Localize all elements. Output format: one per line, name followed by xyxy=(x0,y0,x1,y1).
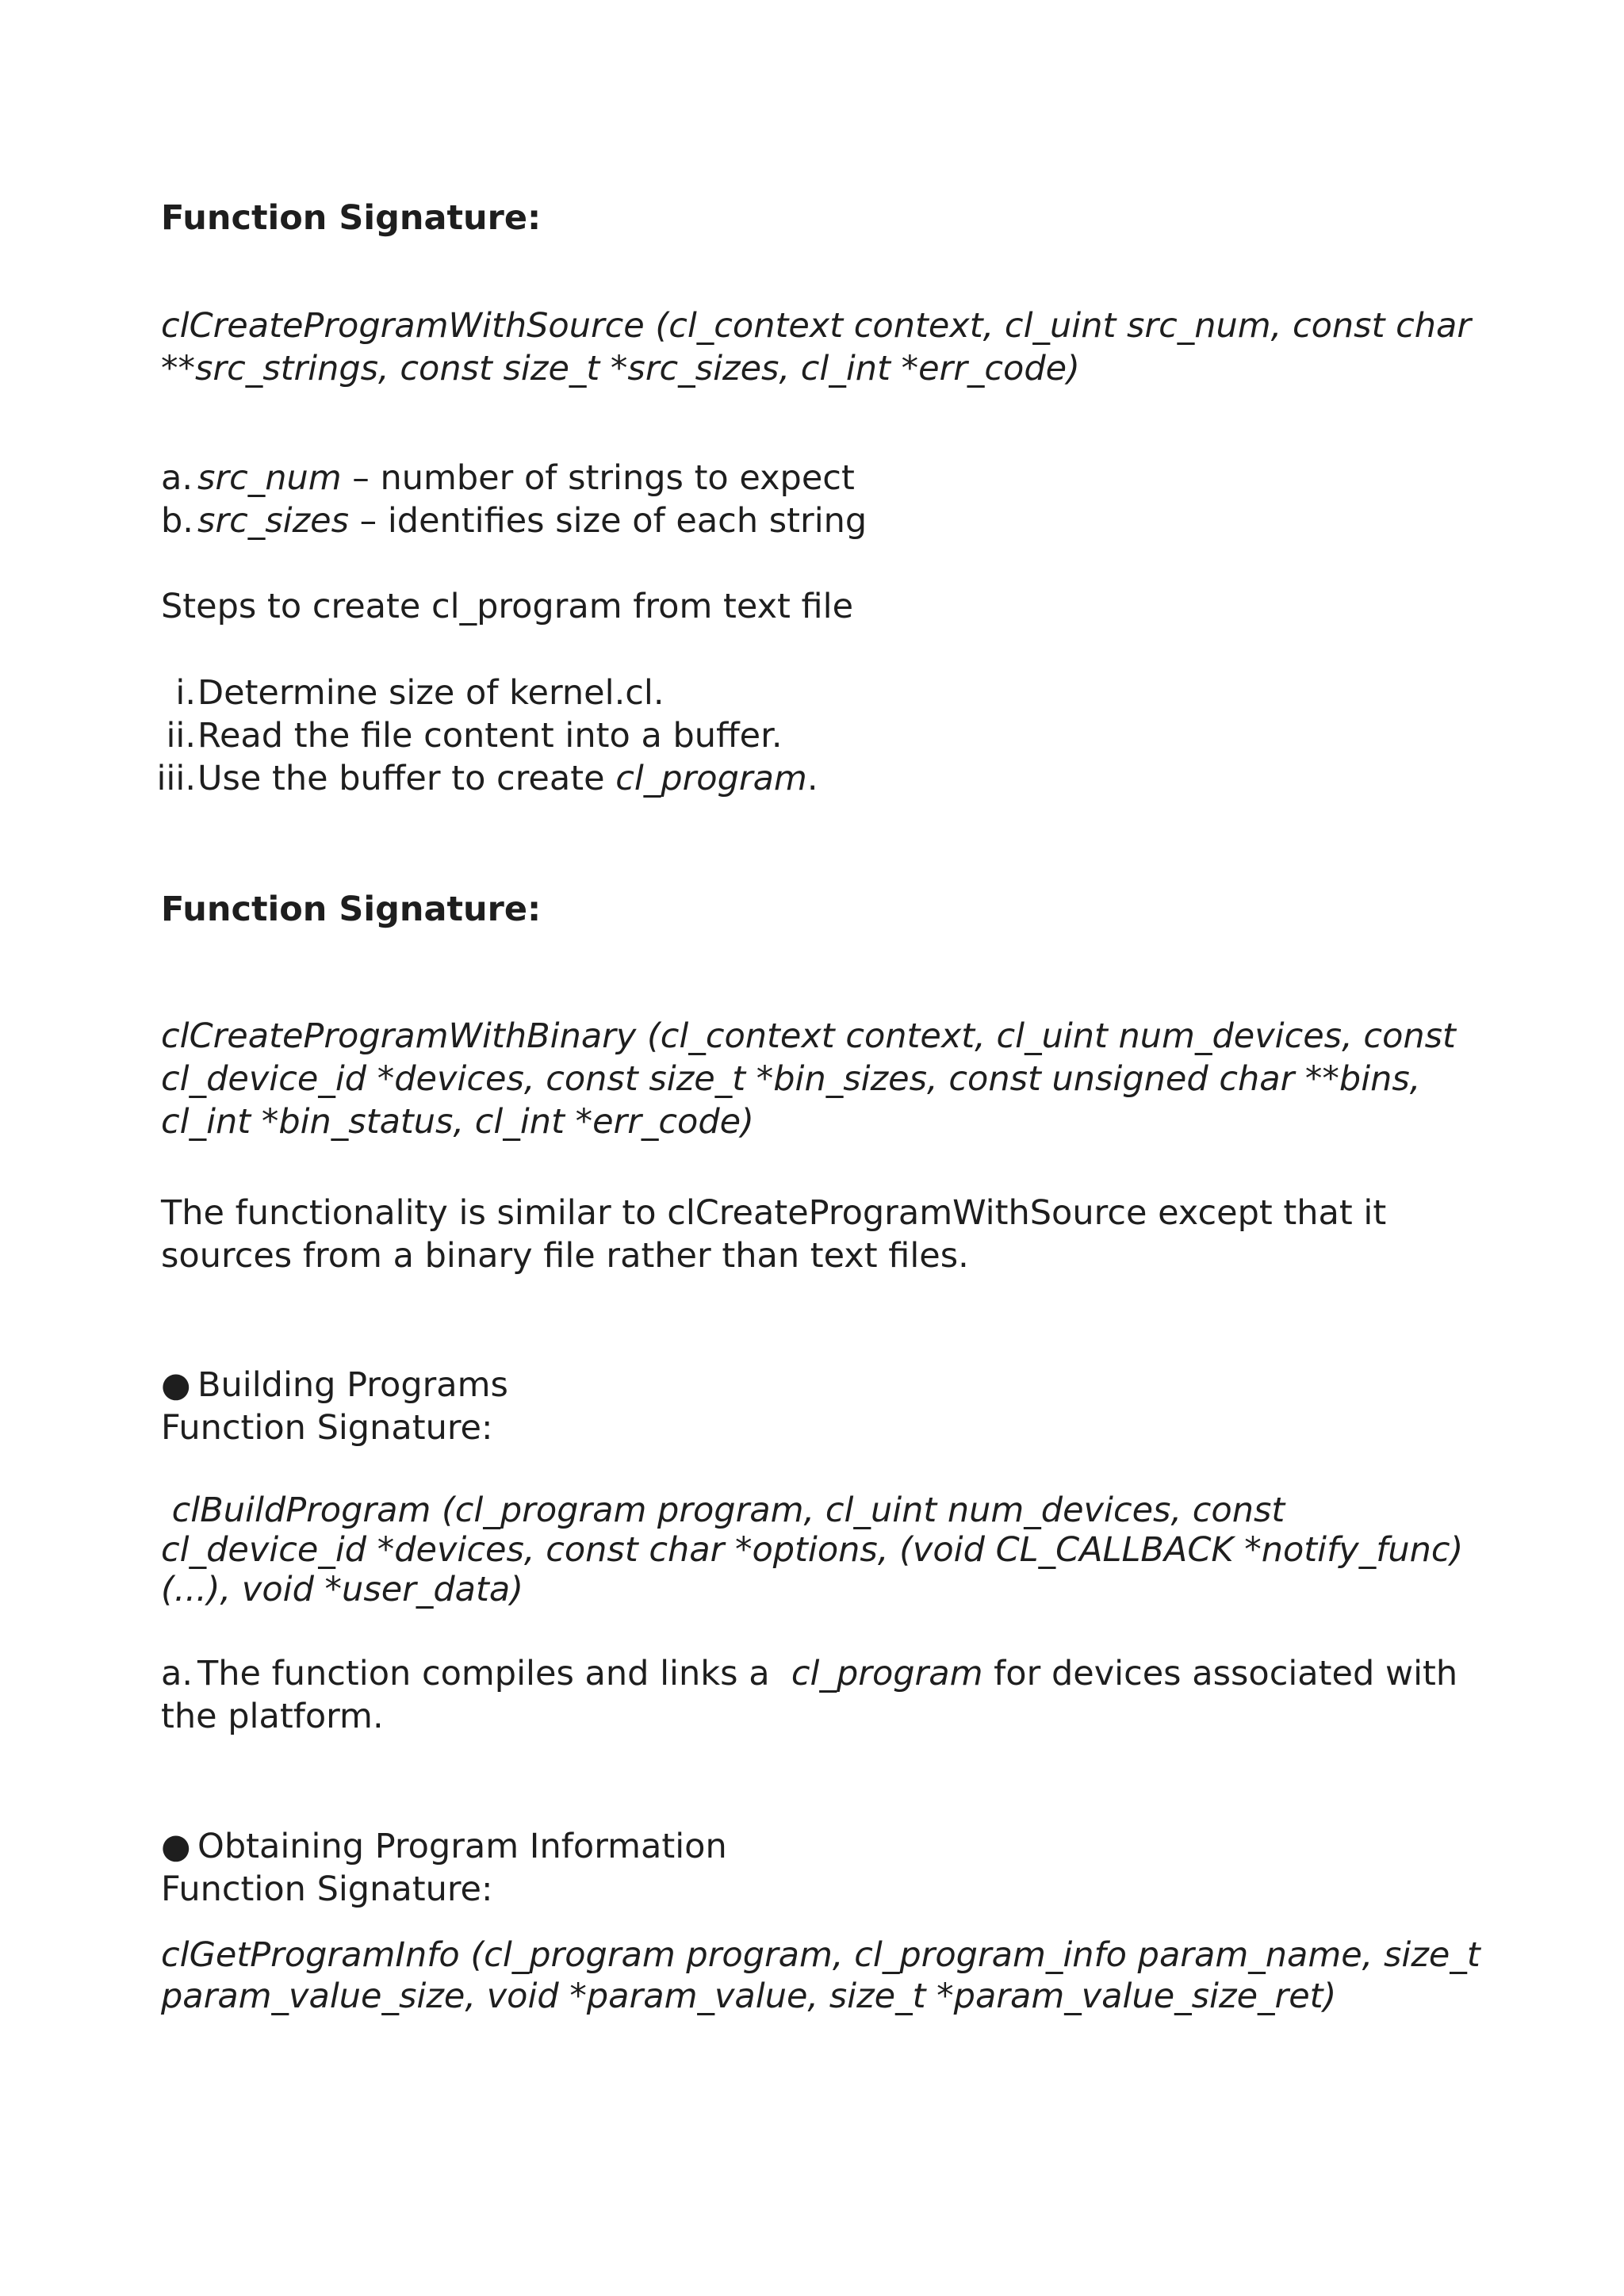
step-item xyxy=(161,714,1493,757)
section1-signature xyxy=(161,304,1493,390)
item-line xyxy=(161,1652,1493,1695)
signature-line: cl_device_id *devices, const char *options, (void CL_CALLBACK *notify_func) xyxy=(161,1530,1464,1570)
list-marker: a. xyxy=(161,458,193,498)
section2-heading: Function Signature: xyxy=(161,890,542,929)
section4-signature xyxy=(161,1934,1493,2017)
list-marker: b. xyxy=(161,501,193,541)
bullet-item xyxy=(161,1364,1493,1406)
step-tail: . xyxy=(806,759,818,798)
list-marker: i. xyxy=(175,673,196,713)
item-line-2: the platform. xyxy=(161,1697,384,1736)
param-name: src_num xyxy=(197,458,342,498)
section3-signature xyxy=(161,1490,1493,1609)
paragraph-line: sources from a binary file rather than text files. xyxy=(161,1236,969,1276)
param-desc: – number of strings to expect xyxy=(341,458,855,498)
signature-line: (...), void *user_data) xyxy=(161,1570,523,1609)
signature-line: clCreateProgramWithBinary (cl_context context, cl_uint num_devices, const xyxy=(161,1016,1456,1056)
section1-heading: Function Signature: xyxy=(161,198,542,238)
signature-label: Function Signature: xyxy=(161,1869,493,1909)
section4-block xyxy=(161,1825,1493,1911)
signature-line: clCreateProgramWithSource (cl_context context, cl_uint src_num, const char xyxy=(161,306,1472,346)
signature-line: clGetProgramInfo (cl_program program, cl_program_info param_name, size_t xyxy=(161,1935,1480,1975)
bullet-icon: ● xyxy=(161,1365,191,1405)
list-marker: ii. xyxy=(166,716,196,756)
step-item xyxy=(161,672,1493,714)
step-item xyxy=(156,757,1493,800)
signature-line: cl_int *bin_status, cl_int *err_code) xyxy=(161,1102,754,1142)
list-marker: iii. xyxy=(156,759,196,798)
bullet-item xyxy=(161,1825,1493,1868)
signature-line: cl_device_id *devices, const size_t *bin_sizes, const unsigned char **bins, xyxy=(161,1059,1421,1099)
param-desc: – identifies size of each string xyxy=(349,501,868,541)
param-item xyxy=(161,499,1493,542)
section3-block xyxy=(161,1364,1493,1449)
item-text-after: for devices associated with xyxy=(982,1654,1458,1693)
steps-list xyxy=(156,672,1493,800)
list-marker: a. xyxy=(161,1654,193,1693)
steps-intro: Steps to create cl_program from text file xyxy=(161,587,854,626)
signature-line: **src_strings, const size_t *src_sizes, cl_int *err_code) xyxy=(161,349,1080,388)
bullet-title: Building Programs xyxy=(197,1365,508,1405)
item-emphasis: cl_program xyxy=(791,1654,983,1693)
paragraph-line: The functionality is similar to clCreateProgramWithSource except that it xyxy=(161,1193,1387,1233)
bullet-icon: ● xyxy=(161,1827,191,1866)
signature-line: clBuildProgram (cl_program program, cl_uint num_devices, const xyxy=(161,1490,1285,1530)
item-text: The function compiles and links a xyxy=(197,1654,791,1693)
step-text: Read the file content into a buffer. xyxy=(197,716,783,756)
step-text: Use the buffer to create xyxy=(197,759,616,798)
step-text: Determine size of kernel.cl. xyxy=(197,673,665,713)
signature-label: Function Signature: xyxy=(161,1408,493,1448)
section3-item xyxy=(161,1652,1493,1738)
signature-line: param_value_size, void *param_value, size_t *param_value_size_ret) xyxy=(161,1976,1337,2016)
section1-param-list xyxy=(161,457,1493,542)
section2-description xyxy=(161,1192,1493,1277)
section2-signature xyxy=(161,1015,1493,1143)
param-name: src_sizes xyxy=(197,501,350,541)
step-emphasis: cl_program xyxy=(615,759,807,798)
bullet-title: Obtaining Program Information xyxy=(197,1827,727,1866)
param-item xyxy=(161,457,1493,499)
